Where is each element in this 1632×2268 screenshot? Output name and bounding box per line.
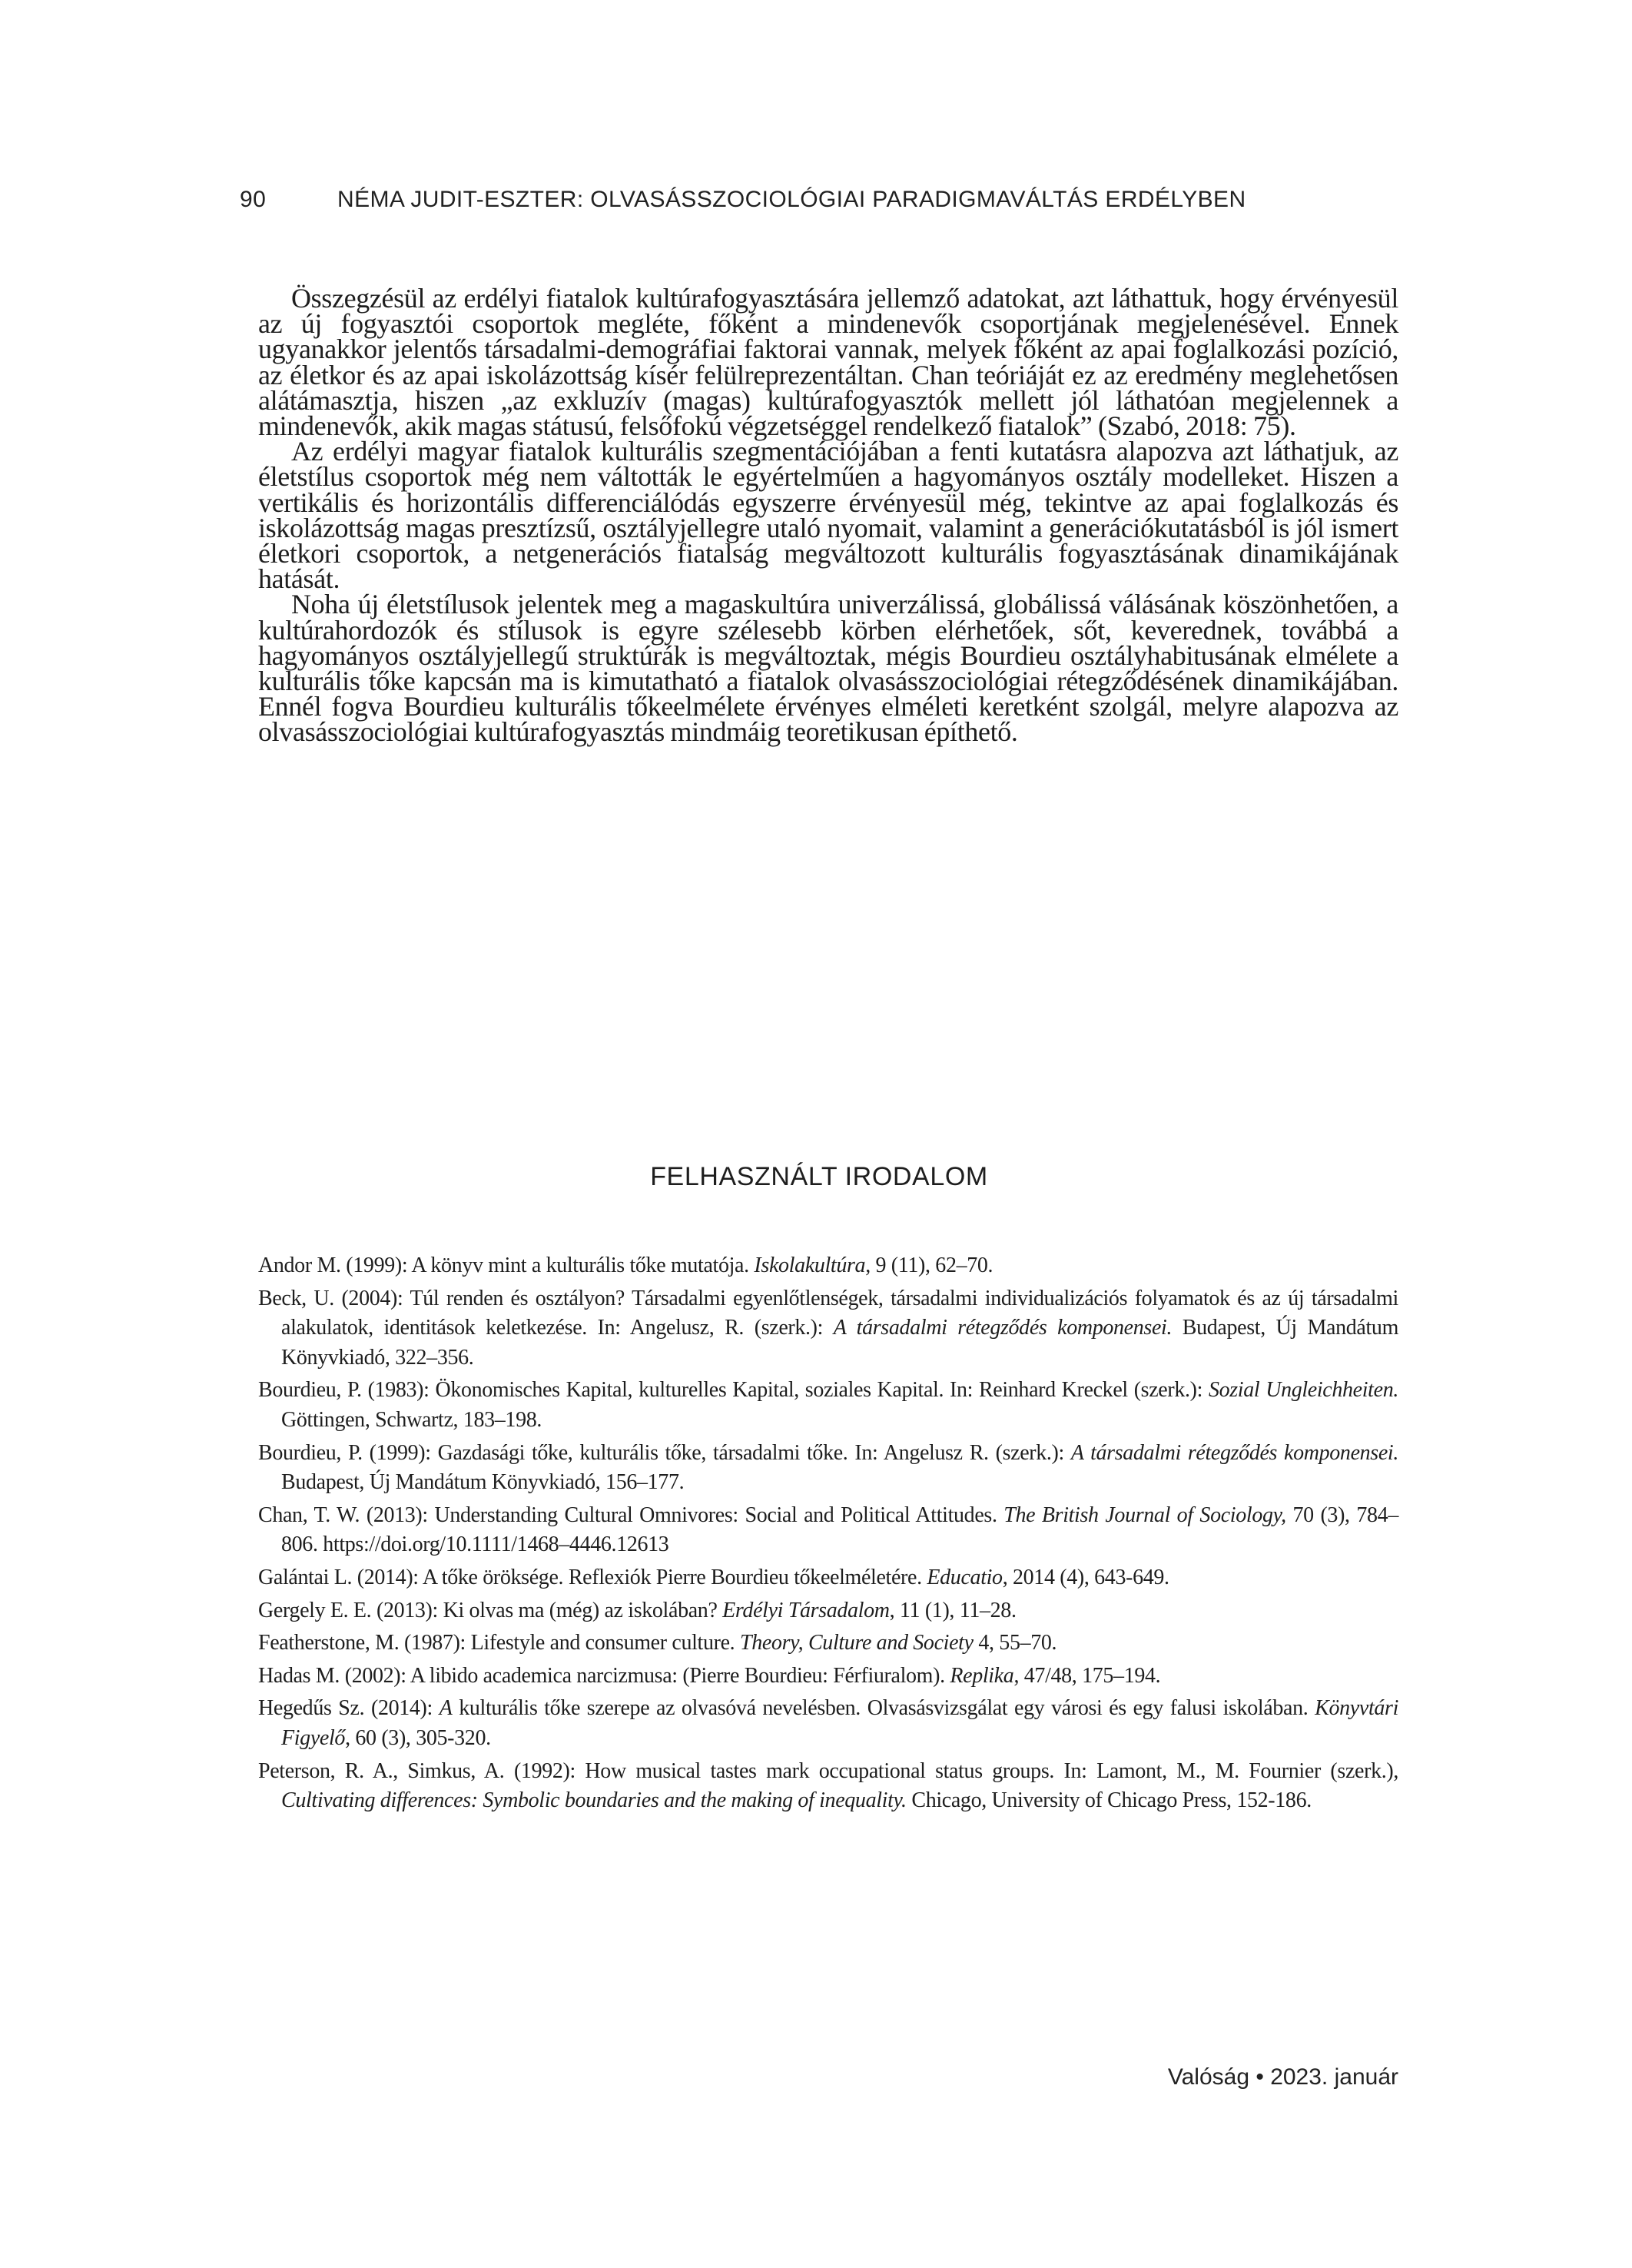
reference-text: Hegedűs Sz. (2014): bbox=[258, 1696, 440, 1721]
reference-details: Chicago, University of Chicago Press, 152-186. bbox=[906, 1788, 1312, 1813]
body-paragraph: Noha új életstílusok jelentek meg a magaskultúra univerzálissá, globálissá válásának köszönhetően, a kultúrahordozók és stílusok is egyre szélesebb körben elérhetőek, sőt, keverednek, továbbá a hagyományos osztályjellegű struktúrák is megváltoztak, mégis Bourdieu osztályhabitusának elmélete a kulturális tőke kapcsán ma is kimutatható a fiatalok olvasásszociológiai rétegződésének dinamikájában. Ennél fogva Bourdieu kulturális tőkeelmélete érvényes elméleti keretként szolgál, melyre alapozva az olvasásszociológiai kultúrafogyasztás mindmáig teoretikusan építhető. bbox=[258, 589, 1398, 748]
reference-details: Budapest, Új Mandátum Könyvkiadó, 322–356. bbox=[281, 1316, 1399, 1370]
reference-text: Andor M. (1999): A könyv mint a kulturális tőke mutatója. bbox=[258, 1254, 755, 1277]
reference-text: Peterson, R. A., Simkus, A. (1992): How musical tastes mark occupational status groups. In: Lamont, M., M. Fournier (szerk.), bbox=[258, 1758, 1398, 1783]
reference-details: , 9 (11), 62–70. bbox=[865, 1254, 993, 1277]
reference-item bbox=[258, 1376, 1398, 1435]
reference-details: Göttingen, Schwartz, 183–198. bbox=[281, 1407, 542, 1432]
reference-item bbox=[258, 1629, 1398, 1659]
reference-source-title: Cultivating differences: Symbolic boundaries and the making of inequality. bbox=[281, 1788, 907, 1813]
reference-text: Featherstone, M. (1987): Lifestyle and consumer culture. bbox=[258, 1631, 740, 1655]
reference-list bbox=[258, 1251, 1398, 1816]
reference-item bbox=[258, 1662, 1398, 1692]
reference-item bbox=[258, 1251, 1398, 1281]
reference-source-title: Educatio bbox=[927, 1565, 1003, 1589]
reference-details: , 11 (1), 11–28. bbox=[889, 1598, 1017, 1622]
reference-details: , 47/48, 175–194. bbox=[1013, 1663, 1161, 1688]
reference-text: Hadas M. (2002): A libido academica narcizmusa: (Pierre Bourdieu: Férfiuralom). bbox=[258, 1663, 950, 1688]
reference-details: 4, 55–70. bbox=[973, 1631, 1057, 1655]
running-head-title: NÉMA JUDIT-ESZTER: OLVASÁSSZOCIOLÓGIAI PARADIGMAVÁLTÁS ERDÉLYBEN bbox=[337, 187, 1246, 212]
reference-item bbox=[258, 1563, 1398, 1593]
reference-text: Beck, U. (2004): Túl renden és osztályon? Társadalmi egyenlőtlenségek, társadalmi individualizációs folyamatok és az új társadalmi alakulatok, identitások keletkezése. In: Angelusz, R. (szerk.): bbox=[258, 1286, 1398, 1340]
body-paragraph: Összegzésül az erdélyi fiatalok kultúrafogyasztására jellemző adatokat, azt láthattuk, hogy érvényesül az új fogyasztói csoportok megléte, főként a mindenevők csoportjának megjelenésével. Ennek ugyanakkor jelentős társadalmi-demográfiai faktorai vannak, melyek főként az apai foglalkozási pozíció, az életkor és az apai iskolázottság kísér felülreprezentáltan. Chan teóriáját ez az eredmény meglehetősen alátámasztja, hiszen „az exkluzív (magas) kultúrafogyasztók mellett jól láthatóan megjelennek a mindenevők, akik magas státusú, felsőfokú végzetséggel rendelkező fiatalok” (Szabó, 2018: 75). bbox=[258, 283, 1398, 442]
reference-item bbox=[258, 1439, 1398, 1498]
reference-text: Chan, T. W. (2013): Understanding Cultural Omnivores: Social and Political Attitudes. bbox=[258, 1503, 1004, 1527]
reference-source-title: Iskolakultúra bbox=[754, 1254, 866, 1277]
reference-item bbox=[258, 1757, 1398, 1816]
reference-source-title: Theory, Culture and Society bbox=[739, 1631, 974, 1655]
reference-text: Galántai L. (2014): A tőke öröksége. Reflexiók Pierre Bourdieu tőkeelméletére. bbox=[258, 1565, 927, 1589]
reference-details: , 2014 (4), 643-649. bbox=[1002, 1565, 1169, 1589]
reference-details: Budapest, Új Mandátum Könyvkiadó, 156–177. bbox=[281, 1470, 685, 1495]
reference-source-title: A társadalmi rétegződés komponensei. bbox=[833, 1316, 1173, 1340]
reference-item bbox=[258, 1501, 1398, 1560]
body-text bbox=[258, 283, 1398, 748]
reference-text: Gergely E. E. (2013): Ki olvas ma (még) az iskolában? bbox=[258, 1598, 723, 1622]
reference-source-title: Erdélyi Társadalom bbox=[722, 1598, 890, 1622]
reference-item bbox=[258, 1284, 1398, 1373]
reference-details: kulturális tőke szerepe az olvasóvá nevelésben. Olvasásvizsgálat egy városi és egy falusi iskolában. bbox=[452, 1696, 1315, 1721]
reference-item bbox=[258, 1596, 1398, 1626]
reference-item bbox=[258, 1694, 1398, 1753]
reference-journal-title: Könyvtári Figyelő bbox=[281, 1696, 1398, 1750]
reference-source-title: A társadalmi rétegződés komponensei. bbox=[1070, 1440, 1399, 1465]
reference-text: Bourdieu, P. (1983): Ökonomisches Kapital, kulturelles Kapital, soziales Kapital. In: Reinhard Kreckel (szerk.): bbox=[258, 1378, 1209, 1403]
reference-details: 70 (3), 784–806. https://doi.org/10.1111/1468–4446.12613 bbox=[281, 1503, 1398, 1557]
reference-source-title: A bbox=[439, 1696, 453, 1721]
reference-text: Bourdieu, P. (1999): Gazdasági tőke, kulturális tőke, társadalmi tőke. In: Angelusz R. (szerk.): bbox=[258, 1440, 1071, 1465]
reference-source-title: Sozial Ungleichheiten. bbox=[1208, 1378, 1398, 1403]
reference-details: , 60 (3), 305-320. bbox=[345, 1725, 491, 1750]
reference-source-title: The British Journal of Sociology, bbox=[1003, 1503, 1286, 1527]
page-footer: Valóság • 2023. január bbox=[1167, 2064, 1398, 2090]
body-paragraph: Az erdélyi magyar fiatalok kulturális szegmentációjában a fenti kutatásra alapozva azt láthatjuk, az életstílus csoportok még nem váltották le egyértelműen a hagyományos osztály modelleket. Hiszen a vertikális és horizontális differenciálódás egyszerre érvényesül még, tekintve az apai foglalkozás és iskolázottság magas presztízsű, osztályjellegre utaló nyomait, valamint a generációkutatásból is jól ismert életkori csoportok, a netgenerációs fiatalság megváltozott kulturális fogyasztásának dinamikájának hatását. bbox=[258, 436, 1398, 595]
page-number: 90 bbox=[240, 187, 267, 212]
bibliography-heading: FELHASZNÁLT IRODALOM bbox=[650, 1162, 988, 1191]
reference-source-title: Replika bbox=[950, 1663, 1014, 1688]
running-head bbox=[240, 187, 1398, 213]
